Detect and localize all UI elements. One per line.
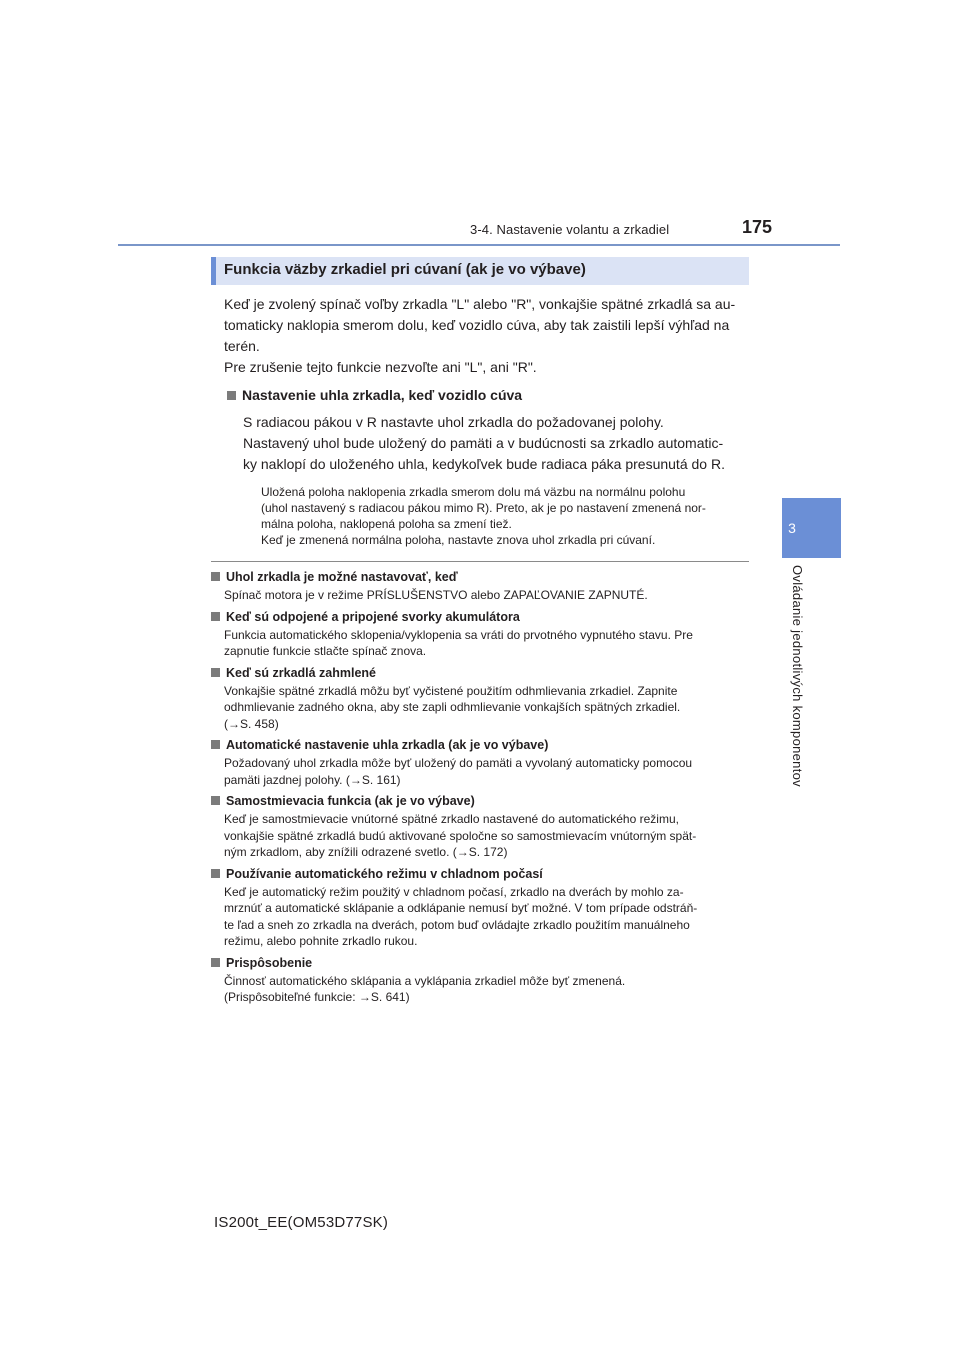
section-divider xyxy=(211,561,749,562)
square-bullet-icon xyxy=(211,572,220,581)
note-line: Keď je zmenená normálna poloha, nastavte znova uhol zrkadla pri cúvaní. xyxy=(261,533,656,547)
running-header-section: 3-4. Nastavenie volantu a zrkadiel xyxy=(470,222,670,237)
info-item-body: Spínač motora je v režime PRÍSLUŠENSTVO alebo ZAPAĽOVANIE ZAPNUTÉ. xyxy=(224,588,648,602)
intro-line: terén. xyxy=(224,338,260,354)
sub-line: S radiacou pákou v R nastavte uhol zrkadla do požadovanej polohy. xyxy=(243,414,664,430)
info-item-title: Uhol zrkadla je možné nastavovať, keď xyxy=(211,570,751,584)
subheading xyxy=(227,387,522,403)
info-item xyxy=(211,738,751,788)
info-item xyxy=(211,867,751,950)
info-item-body: Požadovaný uhol zrkadla môže byť uložený do pamäti a vyvolaný automaticky pomocou pamäti jazdnej polohy. (→S. 161) xyxy=(224,756,693,787)
subheading-text: Nastavenie uhla zrkadla, keď vozidlo cúva xyxy=(242,387,523,403)
square-bullet-icon xyxy=(211,612,220,621)
intro-line: Pre zrušenie tejto funkcie nezvoľte ani "L", ani "R". xyxy=(224,359,537,375)
document-code: IS200t_EE(OM53D77SK) xyxy=(214,1214,389,1231)
square-bullet-icon xyxy=(211,869,220,878)
note-paragraph xyxy=(261,484,747,548)
chapter-number: 3 xyxy=(788,520,796,536)
info-item-body: Vonkajšie spätné zrkadlá môžu byť vyčistené použitím odhmlievania zrkadiel. Zapnite odhmlievanie zadného okna, aby ste zapli odhmlievanie vonkajších spätných zrkadiel. (→S. 458) xyxy=(224,683,681,731)
section-title: Funkcia väzby zrkadiel pri cúvaní (ak je vo výbave) xyxy=(224,261,586,278)
sub-paragraph xyxy=(243,412,749,475)
info-item-body: Keď je samostmievacie vnútorné spätné zrkadlo nastavené do automatického režimu, vonkajšie spätné zrkadlá budú aktivované spoločne so samostmievacím vnútorným spät- ným zrkadlom, aby znížili odrazené svetlo. (→S. 172) xyxy=(224,812,697,859)
intro-paragraph xyxy=(224,294,748,378)
info-item-title: Používanie automatického režimu v chladnom počasí xyxy=(211,867,751,881)
info-item xyxy=(211,956,751,1006)
chapter-title: Ovládanie jednotlivých komponentov xyxy=(790,565,805,787)
info-item-body: Keď je automatický režim použitý v chladnom počasí, zrkadlo na dverách by mohlo za- mrznúť a automatické sklápanie a odklápanie nemusí byť možné. V tom prípade odstráň- te ľad a sneh zo zrkadla na dverách, potom buď ovládajte zrkadlo použitím manuálneho režimu, alebo pohnite zrkadlo rukou. xyxy=(224,884,698,948)
info-item xyxy=(211,610,751,660)
sub-line: Nastavený uhol bude uložený do pamäti a v budúcnosti sa zrkadlo automatic- xyxy=(243,435,724,451)
square-bullet-icon xyxy=(211,958,220,967)
note-line: (uhol nastavený s radiacou pákou mimo R). Preto, ak je po nastavení zmenená nor- xyxy=(261,501,706,515)
info-item xyxy=(211,570,751,604)
square-bullet-icon xyxy=(211,668,220,677)
info-item-title: Prispôsobenie xyxy=(211,956,751,970)
info-item-title: Samostmievacia funkcia (ak je vo výbave) xyxy=(211,794,751,808)
square-bullet-icon xyxy=(227,391,236,400)
info-item xyxy=(211,666,751,733)
info-item-title: Automatické nastavenie uhla zrkadla (ak je vo výbave) xyxy=(211,738,751,752)
page-number: 175 xyxy=(742,217,773,237)
info-item-body: Činnosť automatického sklápania a vyklápania zrkadiel môže byť zmenená. (Prispôsobiteľné funkcie: →S. 641) xyxy=(224,973,626,1004)
info-item-title: Keď sú odpojené a pripojené svorky akumulátora xyxy=(211,610,751,624)
square-bullet-icon xyxy=(211,740,220,749)
header-rule xyxy=(118,244,840,246)
info-list xyxy=(211,570,751,1012)
info-item-title: Keď sú zrkadlá zahmlené xyxy=(211,666,751,680)
note-line: Uložená poloha naklopenia zrkadla smerom dolu má väzbu na normálnu polohu xyxy=(261,485,686,499)
info-item xyxy=(211,794,751,861)
square-bullet-icon xyxy=(211,796,220,805)
note-line: málna poloha, naklopená poloha sa zmení tiež. xyxy=(261,517,512,531)
sub-line: ky naklopí do uloženého uhla, kedykoľvek bude radiaca páka presunutá do R. xyxy=(243,456,725,472)
info-item-body: Funkcia automatického sklopenia/vyklopenia sa vráti do prvotného vypnutého stavu. Pre zapnutie funkcie stlačte spínač znova. xyxy=(224,627,693,658)
intro-line: tomaticky naklopia smerom dolu, keď vozidlo cúva, aby tak zaistili lepší výhľad na xyxy=(224,317,730,333)
intro-line: Keď je zvolený spínač voľby zrkadla "L" alebo "R", vonkajšie spätné zrkadlá sa au- xyxy=(224,296,736,312)
